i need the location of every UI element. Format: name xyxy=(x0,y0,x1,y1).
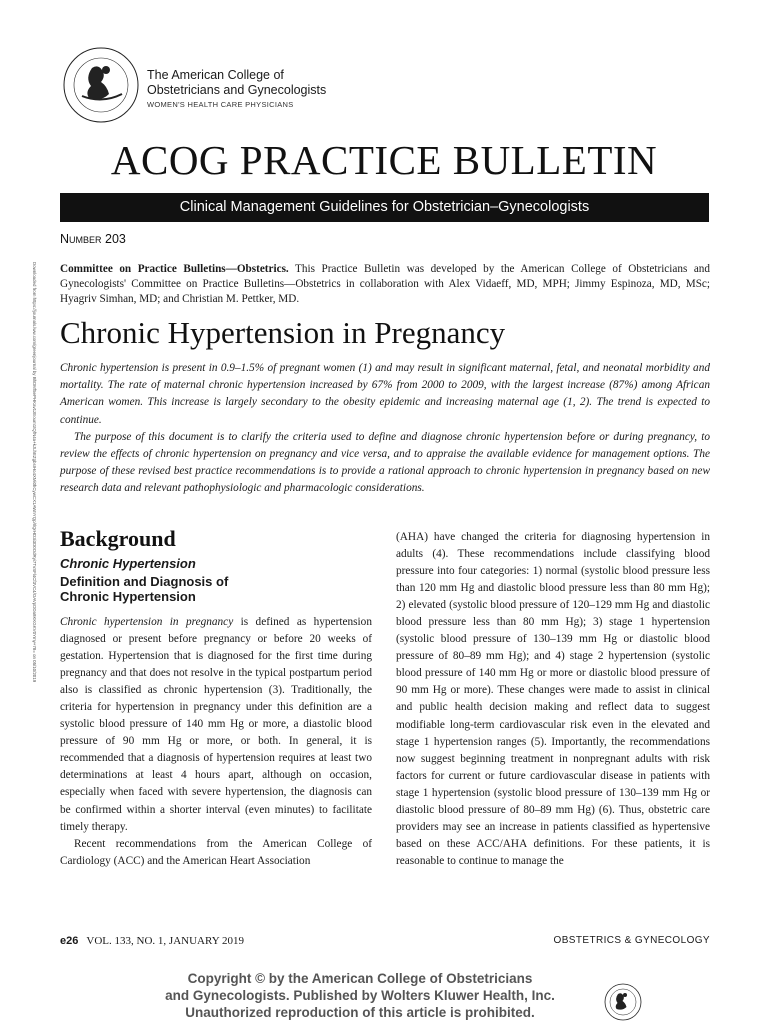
org-tagline: WOMEN'S HEALTH CARE PHYSICIANS xyxy=(147,100,294,109)
body-paragraph-1-text: is defined as hypertension diagnosed or present before pregnancy or before 20 weeks of gestation. Hypertension that is diagnosed for the first time during pregnancy and that does not resolve in the typical postpartum period also is classified as chronic hypertension (3). Traditionally, the criteria for hypertension in pregnancy under this definition are a systolic blood pressure of 140 mm Hg or more, a diastolic blood pressure of 90 mm Hg or more, or both. In general, it is recommended that a diagnosis of hypertension requires at least two determinations at least 4 hours apart, although on occasion, especially when faced with severe hypertension, the diagnosis can be confirmed within a shorter interval (even minutes) to facilitate timely therapy. xyxy=(60,616,372,833)
body-paragraph-3: (AHA) have changed the criteria for diagnosing hypertension in adults (4). These recommendations include classifying blood pressure into four categories: 1) normal (systolic blood pressure less than 120 mm Hg and diastolic blood pressure less than 80 mm Hg); 2) elevated (systolic blood pressure of 120–129 mm Hg and diastolic blood pressure less than 80 mm Hg); 3) stage 1 hypertension (systolic blood pressure of 130–139 mm Hg or diastolic blood pressure of 80–89 mm Hg); and 4) stage 2 hypertension (systolic blood pressure of 140 mm Hg or more or diastolic blood pressure of 90 mm Hg or more). These changes were made to assist in clinical and public health decision making and reflect data to suggest modifiable long-term cardiovascular risk even in the elevated and stage 1 hypertension ranges (5). Importantly, the recommendations now suggest beginning treatment in nonpregnant adults with risk factors for current or future cardiovascular disease in patients with stage 1 hypertension (systolic blood pressure of 130–139 mm Hg or diastolic blood pressure of 80–89 mm Hg) (6). Thus, obstetric care providers may see an increase in patients classified as hypertensive based on these ACC/AHA definitions. For these patients, it is reasonable to continue to manage the xyxy=(396,531,710,867)
committee-text: This Practice Bulletin was developed by the American College of Obstetricians and Gynecologists' Committee on Practice Bulletins—Obstetrics in collaboration with Alex Vidaeff, MD, MPH; Jimmy Espinoza, MD, MSc; Hyagriv Simhan, MD; and Christian M. Pettker, MD. xyxy=(60,263,710,306)
bulletin-banner: Clinical Management Guidelines for Obstetrician–Gynecologists xyxy=(60,193,709,222)
journal-name: OBSTETRICS & GYNECOLOGY xyxy=(553,935,710,946)
subsubsection-heading xyxy=(60,574,372,604)
abstract-paragraph-1: Chronic hypertension is present in 0.9–1.5% of pregnant women (1) and may result in significant maternal, fetal, and neonatal morbidity and mortality. The rate of maternal chronic hypertension increased by 67% from 2000 to 2009, with the largest increase (87%) among African American women. This increase is largely secondary to the obesity epidemic and increasing maternal age (1, 2). The trend is expected to continue. xyxy=(60,362,710,426)
subsubsection-line-1: Definition and Diagnosis of xyxy=(60,574,229,589)
section-heading: Background xyxy=(60,526,176,551)
acog-seal-icon xyxy=(62,46,140,124)
committee-note xyxy=(60,262,710,308)
body-paragraph-2: Recent recommendations from the American College of Cardiology (ACC) and the American Heart Association xyxy=(60,837,372,867)
org-name xyxy=(147,68,326,109)
copyright-notice xyxy=(100,970,620,1021)
article-heading: Chronic Hypertension in Pregnancy xyxy=(60,315,506,350)
page-number: e26 xyxy=(60,935,79,947)
right-column xyxy=(396,529,710,870)
left-column xyxy=(60,526,372,870)
volume-info: VOL. 133, NO. 1, JANUARY 2019 xyxy=(86,935,244,947)
copyright-line-1: Copyright © by the American College of Obstetricians xyxy=(187,971,533,986)
copyright-line-2: and Gynecologists. Published by Wolters Kluwer Health, Inc. xyxy=(165,988,555,1003)
abstract xyxy=(60,360,710,498)
subsection-heading: Chronic Hypertension xyxy=(60,556,196,571)
bulletin-title: ACOG PRACTICE BULLETIN xyxy=(110,137,658,183)
body-paragraph-1-italic: Chronic hypertension in pregnancy xyxy=(60,616,234,628)
acog-small-seal-icon xyxy=(604,983,642,1021)
org-line-2: Obstetricians and Gynecologists xyxy=(147,83,327,97)
org-line-1: The American College of xyxy=(147,68,284,82)
committee-bold: Committee on Practice Bulletins—Obstetrics. xyxy=(60,263,289,275)
copyright-line-3: Unauthorized reproduction of this article is prohibited. xyxy=(185,1005,535,1020)
download-note-text: Downloaded from https://journals.lww.com/greenjournal by BhDMf5ePHKav1zEoum1tQfN4a+kJLhEZgbsIHo4XMi0hCywCX1AWnYQp/IlQrHD3i3D0OdRyi7TvSFl4Cf3VC4/OAVpDDa8KKGKV0Ymy+78= on 05/10/2019 xyxy=(32,262,37,683)
number-value: 203 xyxy=(105,232,126,246)
footer-citation xyxy=(60,935,244,947)
download-note xyxy=(29,262,39,772)
bulletin-number xyxy=(60,232,126,246)
number-label: Number xyxy=(60,232,102,246)
subsubsection-line-2: Chronic Hypertension xyxy=(60,589,196,604)
body-paragraph-1 xyxy=(60,614,372,836)
abstract-paragraph-2: The purpose of this document is to clarify the criteria used to define and diagnose chronic hypertension before or during pregnancy, to review the effects of chronic hypertension on pregnancy and vice versa, and to appraise the available evidence for management options. The purpose of these revised best practice recommendations is to provide a rational approach to chronic hypertension in pregnancy based on new research data and relevant pathophysiologic and pharmacologic considerations. xyxy=(60,430,710,495)
